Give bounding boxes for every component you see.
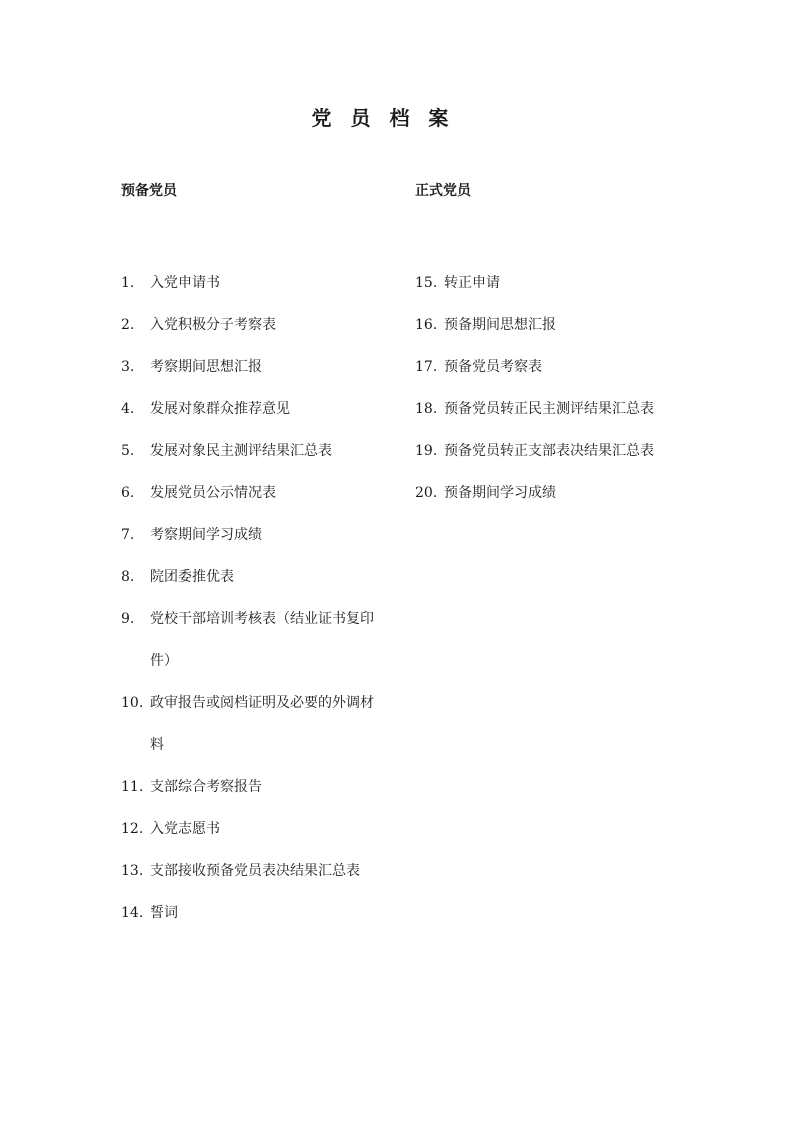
list-item [121,766,383,808]
list-item [121,472,383,514]
list-item [121,430,383,472]
list-item [121,262,383,304]
item-text: 发展党员公示情况表 [150,485,276,501]
item-number: 17. [415,359,438,375]
item-number: 9. [121,611,135,627]
item-number: 12. [121,821,144,837]
list-item [415,346,685,388]
list-item [121,556,383,598]
full-member-section [415,178,685,514]
item-text: 入党申请书 [150,275,220,291]
item-number: 4. [121,401,135,417]
list-item [415,262,685,304]
list-item [121,388,383,430]
item-text: 预备期间思想汇报 [444,317,556,333]
item-text: 政审报告或阅档证明及必要的外调材料 [150,695,374,753]
item-number: 14. [121,905,144,921]
item-number: 6. [121,485,135,501]
item-text: 入党志愿书 [150,821,220,837]
item-number: 7. [121,527,135,543]
item-number: 19. [415,443,438,459]
item-number: 10. [121,695,144,711]
list-item [121,514,383,556]
item-number: 15. [415,275,438,291]
item-number: 20. [415,485,438,501]
item-text: 支部综合考察报告 [150,779,262,795]
item-number: 16. [415,317,438,333]
section-heading-full-member: 正式党员 [415,183,471,199]
list-item [121,850,383,892]
list-item [415,472,685,514]
item-number: 1. [121,275,135,291]
list-item [415,304,685,346]
list-item [121,598,383,682]
item-text: 考察期间思想汇报 [150,359,262,375]
list-item [121,346,383,388]
item-text: 考察期间学习成绩 [150,527,262,543]
item-text: 誓词 [150,905,178,921]
probationary-member-section [121,178,383,934]
page-title: 党 员 档 案 [311,106,455,130]
item-text: 入党积极分子考察表 [150,317,276,333]
item-number: 11. [121,779,144,795]
item-text: 院团委推优表 [150,569,234,585]
list-item [415,430,685,472]
item-text: 发展对象群众推荐意见 [150,401,290,417]
item-number: 18. [415,401,438,417]
list-item [415,388,685,430]
item-text: 党校干部培训考核表（结业证书复印件） [150,611,374,669]
full-member-document-list [415,262,685,514]
item-text: 预备期间学习成绩 [444,485,556,501]
item-text: 转正申请 [444,275,500,291]
item-number: 3. [121,359,135,375]
item-number: 8. [121,569,135,585]
list-item [121,682,383,766]
item-text: 预备党员转正民主测评结果汇总表 [444,401,654,417]
list-item [121,304,383,346]
item-text: 发展对象民主测评结果汇总表 [150,443,332,459]
item-number: 5. [121,443,135,459]
section-heading-probationary: 预备党员 [121,183,177,199]
list-item [121,892,383,934]
probationary-document-list [121,262,383,934]
item-text: 预备党员考察表 [444,359,542,375]
item-number: 2. [121,317,135,333]
item-text: 支部接收预备党员表决结果汇总表 [150,863,360,879]
list-item [121,808,383,850]
item-text: 预备党员转正支部表决结果汇总表 [444,443,654,459]
item-number: 13. [121,863,144,879]
